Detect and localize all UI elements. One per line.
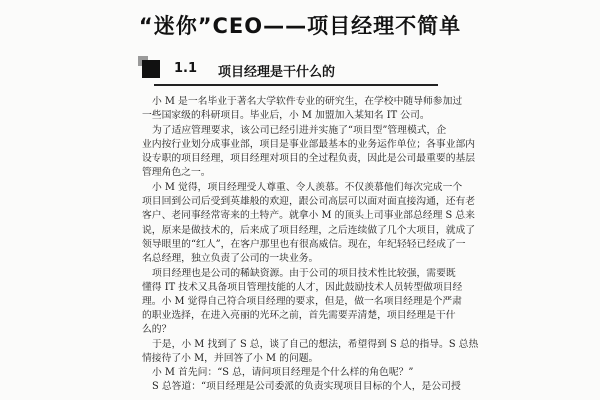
body-line: 的职业选择，在进入亮丽的光环之前，首先需要弄清楚，项目经理是干什 [142, 310, 456, 321]
body-line: 项目回到公司后受到英雄般的欢迎，跟公司高层可以面对面直接沟通，还有老 [142, 196, 476, 207]
body-line: S 总答道：“项目经理是公司委派的负责实现项目目标的个人，是公司授 [152, 381, 461, 392]
body-line: 领导眼里的“红人”，在客户那里也有很高威信。现在，年纪轻轻已经成了一 [142, 239, 466, 250]
section-heading [138, 56, 438, 86]
body-line: 设专职的项目经理，项目经理对项目的全过程负责，因此是公司最重要的基层 [142, 153, 476, 164]
body-line: 业内按行业划分成事业部，项目是事业部最基本的业务运作单位；各事业部内 [142, 139, 476, 150]
section-title: 项目经理是干什么的 [218, 65, 336, 80]
section-marker [142, 60, 160, 78]
body-line: 名总经理，独立负责了公司的一块业务。 [142, 253, 319, 264]
body-line: 说，原来是做技术的，后来成了项目经理，之后连续做了几个大项目，就成了 [142, 225, 476, 236]
body-line: 么的？ [142, 324, 172, 335]
body-line: 为了适应管理要求，该公司已经引进并实施了“项目型”管理模式，企 [152, 125, 447, 136]
body-line: 小 M 是一名毕业于著名大学软件专业的研究生，在学校中随导师参加过 [152, 96, 463, 107]
body-line: 小 M 觉得，项目经理受人尊重、令人羡慕。不仅羡慕他们每次完成一个 [152, 182, 463, 193]
body-line: 懂得 IT 技术又具备项目管理技能的人才，因此鼓励技术人员转型做项目经 [142, 282, 463, 293]
body-line: 客户、老同事经常寄来的土特产。就拿小 M 的顶头上司事业部总经理 S 总来 [142, 210, 475, 221]
body-line: 于是，小 M 找到了 S 总，谈了自己的想法，希望得到 S 总的指导。S 总热 [152, 339, 479, 350]
body-line: 一些国家级的科研项目。毕业后，小 M 加盟加入某知名 IT 公司。 [142, 110, 430, 121]
chapter-title: “迷你”CEO——项目经理不简单 [138, 14, 462, 38]
body-line: 小 M 首先问：“S 总，请问项目经理是个什么样的角色呢？” [152, 367, 414, 378]
body-line: 理。小 M 觉得自己符合项目经理的要求，但是，做一名项目经理是个严肃 [142, 296, 462, 307]
body-line: 管理角色之一。 [142, 167, 211, 178]
section-number: 1.1 [174, 61, 198, 76]
body-line: 情接待了小 M，并回答了小 M 的问题。 [142, 353, 319, 364]
body-line: 项目经理也是公司的稀缺资源。由于公司的项目技术性比较强，需要既 [152, 268, 456, 279]
section-underline [154, 84, 438, 86]
